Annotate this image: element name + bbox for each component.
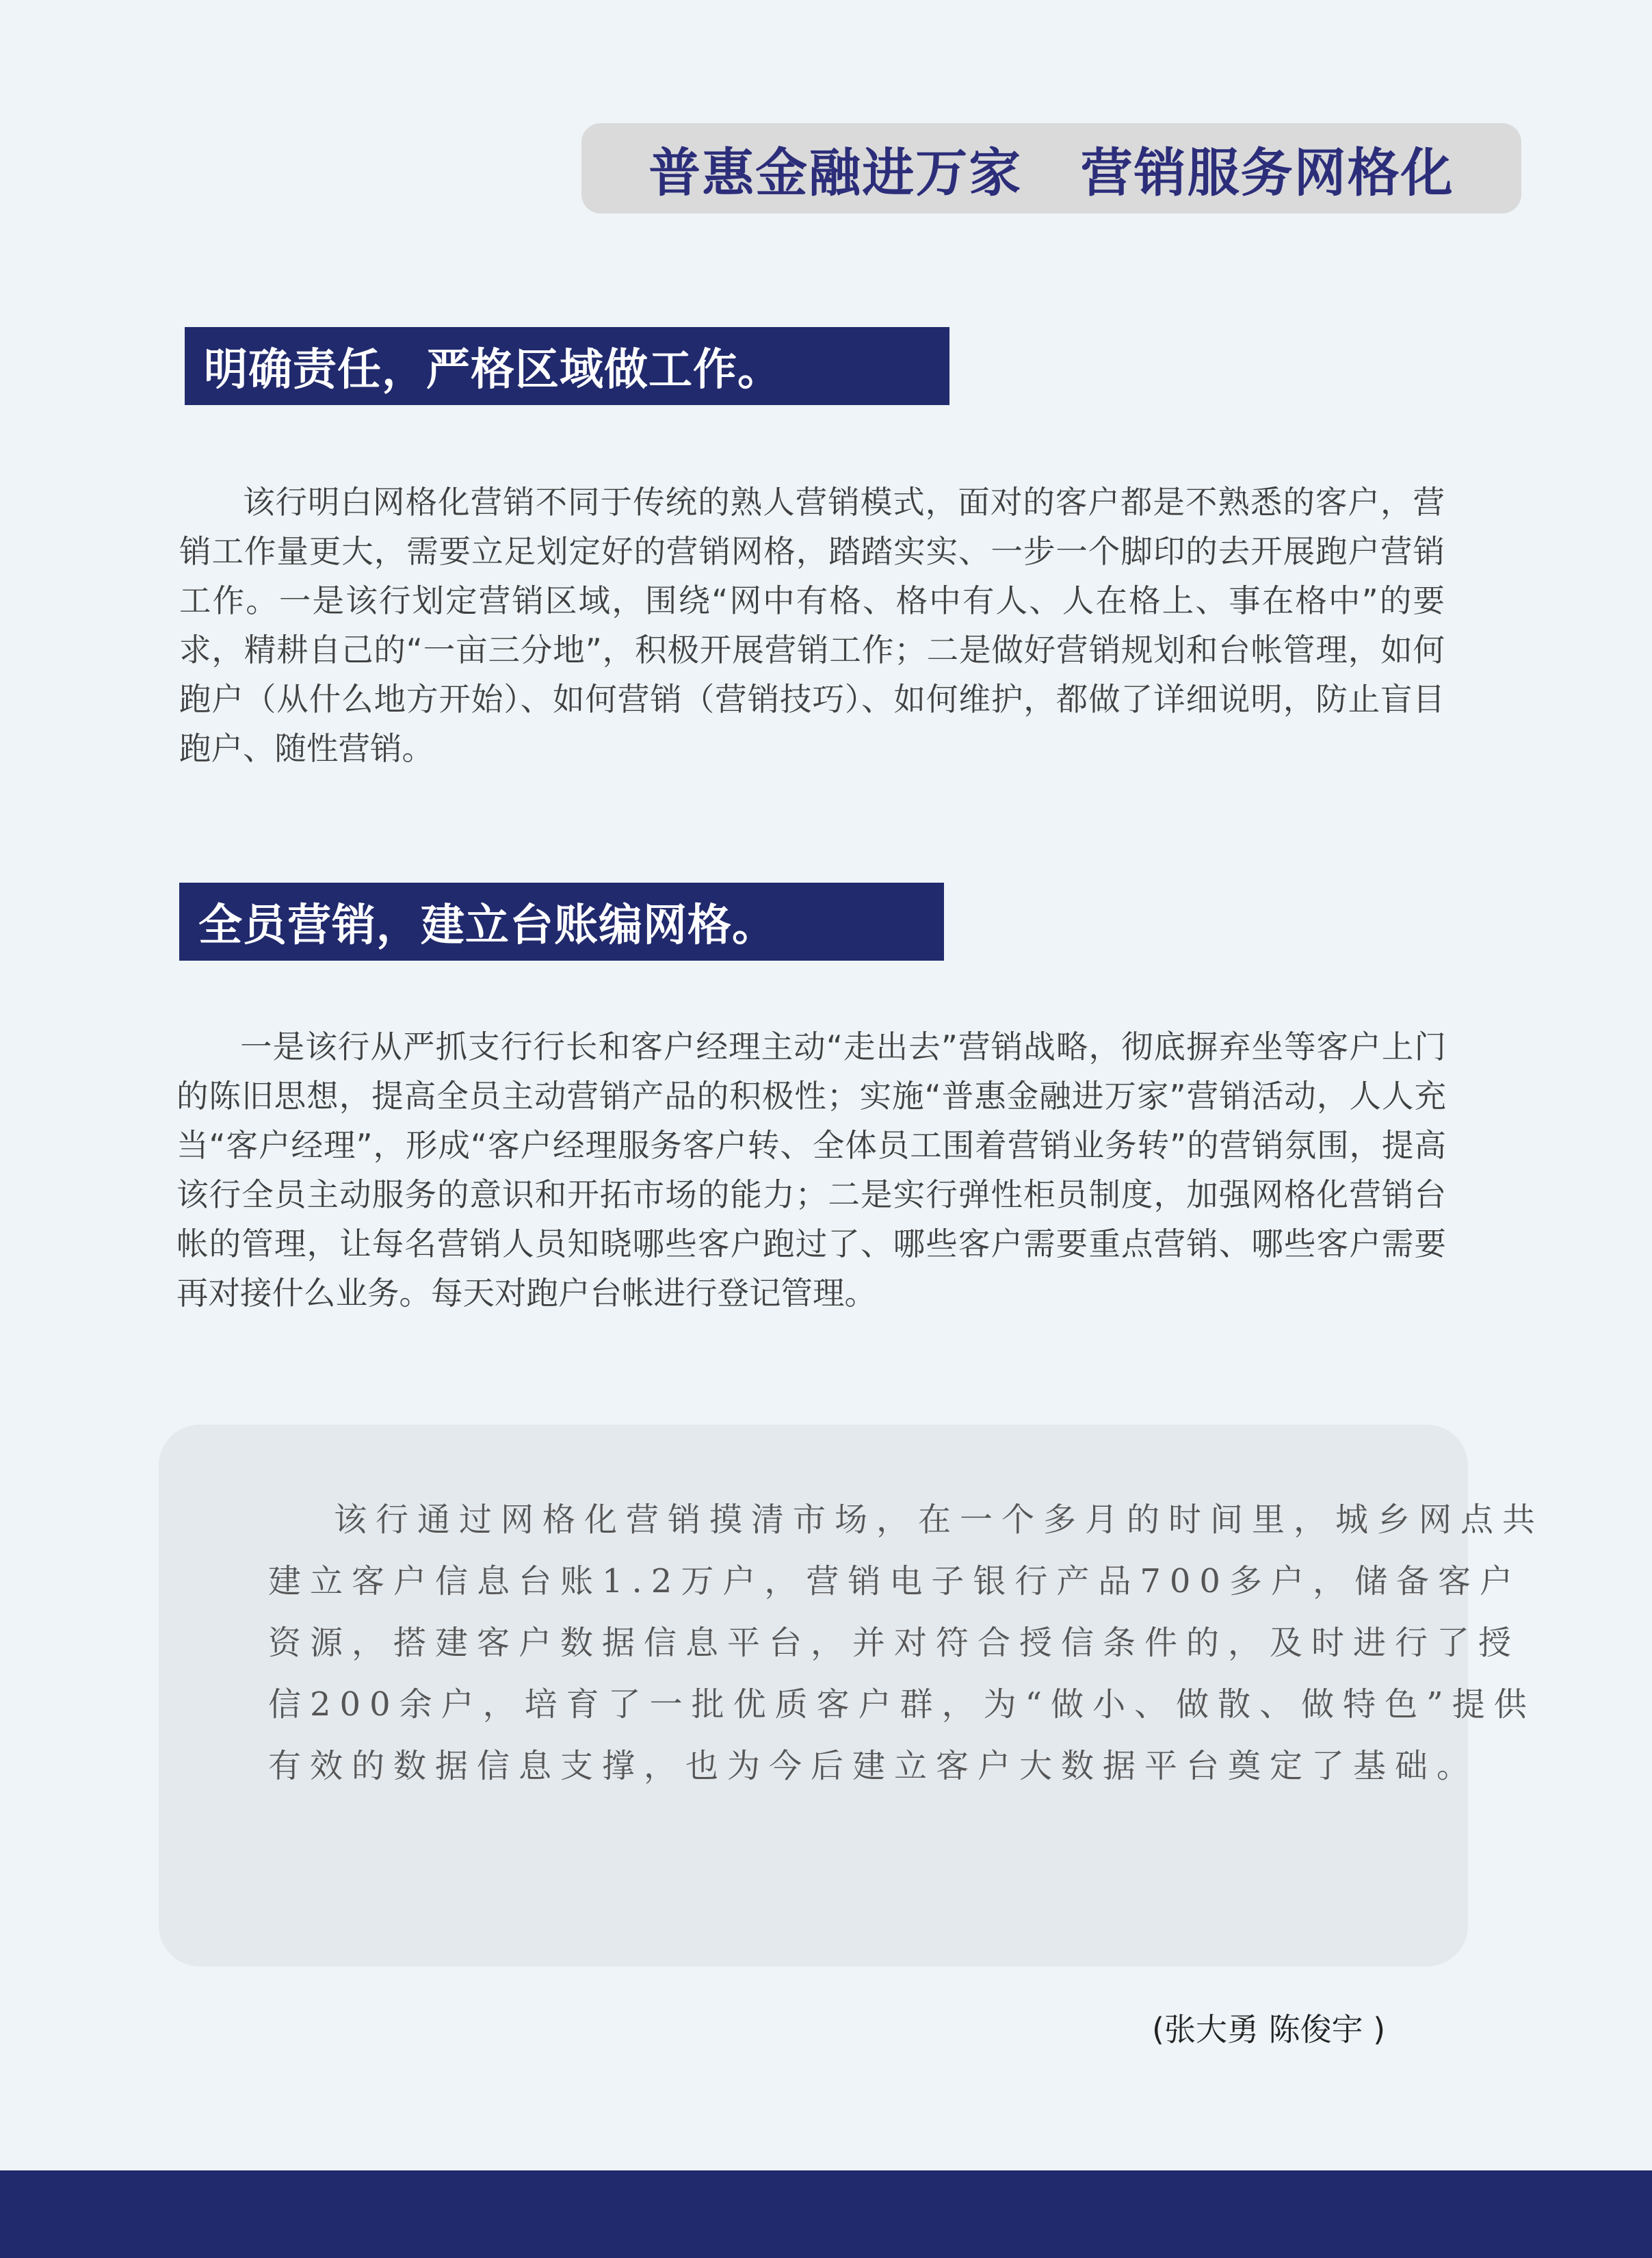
section-heading-bar-responsibility [185, 327, 949, 405]
footer-bar [0, 2170, 1652, 2258]
section-heading: 明确责任，严格区域做工作。 [204, 345, 782, 395]
header-banner [581, 123, 1521, 213]
section-heading-bar-all-staff [179, 883, 944, 961]
page-title: 普惠金融进万家 营销服务网格化 [648, 142, 1454, 203]
section-paragraph-all-staff: 一是该行从严抓支行行长和客户经理主动“走出去”营销战略，彻底摒弃坐等客户上门的陈旧思想，提高全员主动营销产品的积极性；实施“普惠金融进万家”营销活动，人人充当“客户经理”，形成“客户经理服务客户转、全体员工围着营销业务转”的营销氛围，提高该行全员主动服务的意识和开拓市场的能力；二是实行弹性柜员制度，加强网格化营销台帐的管理，让每名营销人员知晓哪些客户跑过了、哪些客户需要重点营销、哪些客户需要再对接什么业务。每天对跑户台帐进行登记管理。 [176, 1028, 1446, 1312]
summary-callout-text: 该行通过网格化营销摸清市场，在一个多月的时间里，城乡网点共建立客户信息台账1.2万户，营销电子银行产品700多户，储备客户资源，搭建客户数据信息平台，并对符合授信条件的，及时进行了授信200余户，培育了一批优质客户群，为“做小、做散、做特色”提供有效的数据信息支撑，也为今后建立客户大数据平台奠定了基础。 [268, 1501, 1545, 1785]
section-heading: 全员营销，建立台账编网格。 [198, 900, 776, 951]
summary-callout-box [159, 1425, 1545, 1967]
author-byline: (张大勇 陈俊宇 ) [1152, 2011, 1386, 2048]
section-paragraph-responsibility: 该行明白网格化营销不同于传统的熟人营销模式，面对的客户都是不熟悉的客户，营销工作量更大，需要立足划定好的营销网格，踏踏实实、一步一个脚印的去开展跑户营销工作。一是该行划定营销区域，围绕“网中有格、格中有人、人在格上、事在格中”的要求，精耕自己的“一亩三分地”，积极开展营销工作；二是做好营销规划和台帐管理，如何跑户（从什么地方开始）、如何营销（营销技巧）、如何维护，都做了详细说明，防止盲目跑户、随性营销。 [179, 484, 1445, 767]
